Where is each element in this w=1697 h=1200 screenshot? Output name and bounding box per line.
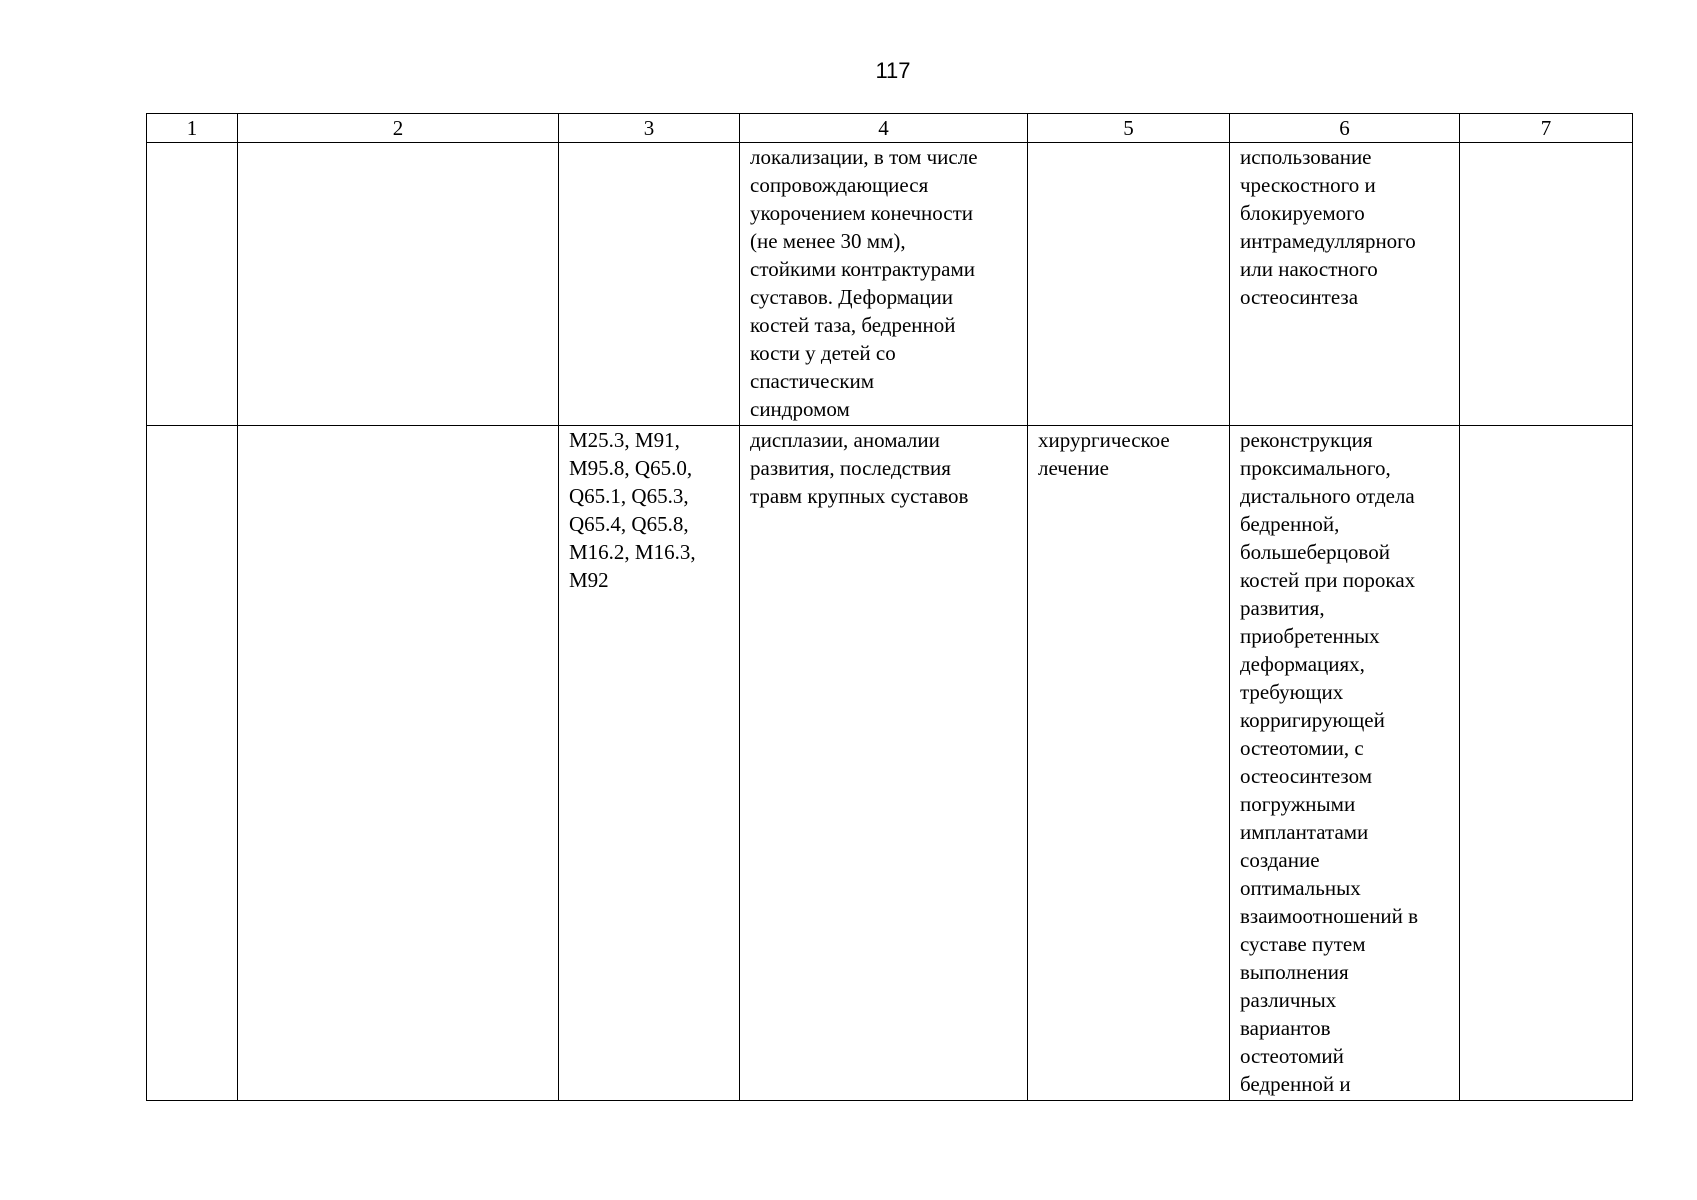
table-row bbox=[147, 426, 1633, 1101]
table-cell bbox=[559, 143, 740, 426]
column-header-1: 1 bbox=[147, 114, 238, 143]
column-header-5: 5 bbox=[1028, 114, 1230, 143]
column-header-6: 6 bbox=[1230, 114, 1460, 143]
column-header-7: 7 bbox=[1460, 114, 1633, 143]
table-cell bbox=[238, 426, 559, 1101]
table-cell bbox=[1460, 143, 1633, 426]
table-cell bbox=[147, 426, 238, 1101]
table-row bbox=[147, 143, 1633, 426]
page-number: 117 bbox=[875, 58, 911, 83]
table-cell: дисплазии, аномалии развития, последствия травм крупных суставов bbox=[740, 426, 1028, 1101]
table-cell: M25.3, M91, M95.8, Q65.0, Q65.1, Q65.3, Q65.4, Q65.8, M16.2, M16.3, M92 bbox=[559, 426, 740, 1101]
table-cell: использование чрескостного и блокируемого интрамедуллярного или накостного остеосинтеза bbox=[1230, 143, 1460, 426]
table-cell bbox=[1460, 426, 1633, 1101]
column-header-3: 3 bbox=[559, 114, 740, 143]
column-header-4: 4 bbox=[740, 114, 1028, 143]
header-row bbox=[147, 114, 1633, 143]
document-table bbox=[146, 113, 1633, 1101]
table-cell: локализации, в том числе сопровождающиеся укорочением конечности (не менее 30 мм), стойкими контрактурами суставов. Деформации костей таза, бедренной кости у детей со спастическим синдромом bbox=[740, 143, 1028, 426]
table-cell: реконструкция проксимального, дистального отдела бедренной, большеберцовой костей при пороках развития, приобретенных деформациях, требующих корригирующей остеотомии, с остеосинтезом погружными имплантатами создание оптимальных взаимоотношений в суставе путем выполнения различных вариантов остеотомий бедренной и bbox=[1230, 426, 1460, 1101]
table-cell bbox=[1028, 143, 1230, 426]
column-header-2: 2 bbox=[238, 114, 559, 143]
table-cell bbox=[238, 143, 559, 426]
table-cell: хирургическое лечение bbox=[1028, 426, 1230, 1101]
table-cell bbox=[147, 143, 238, 426]
